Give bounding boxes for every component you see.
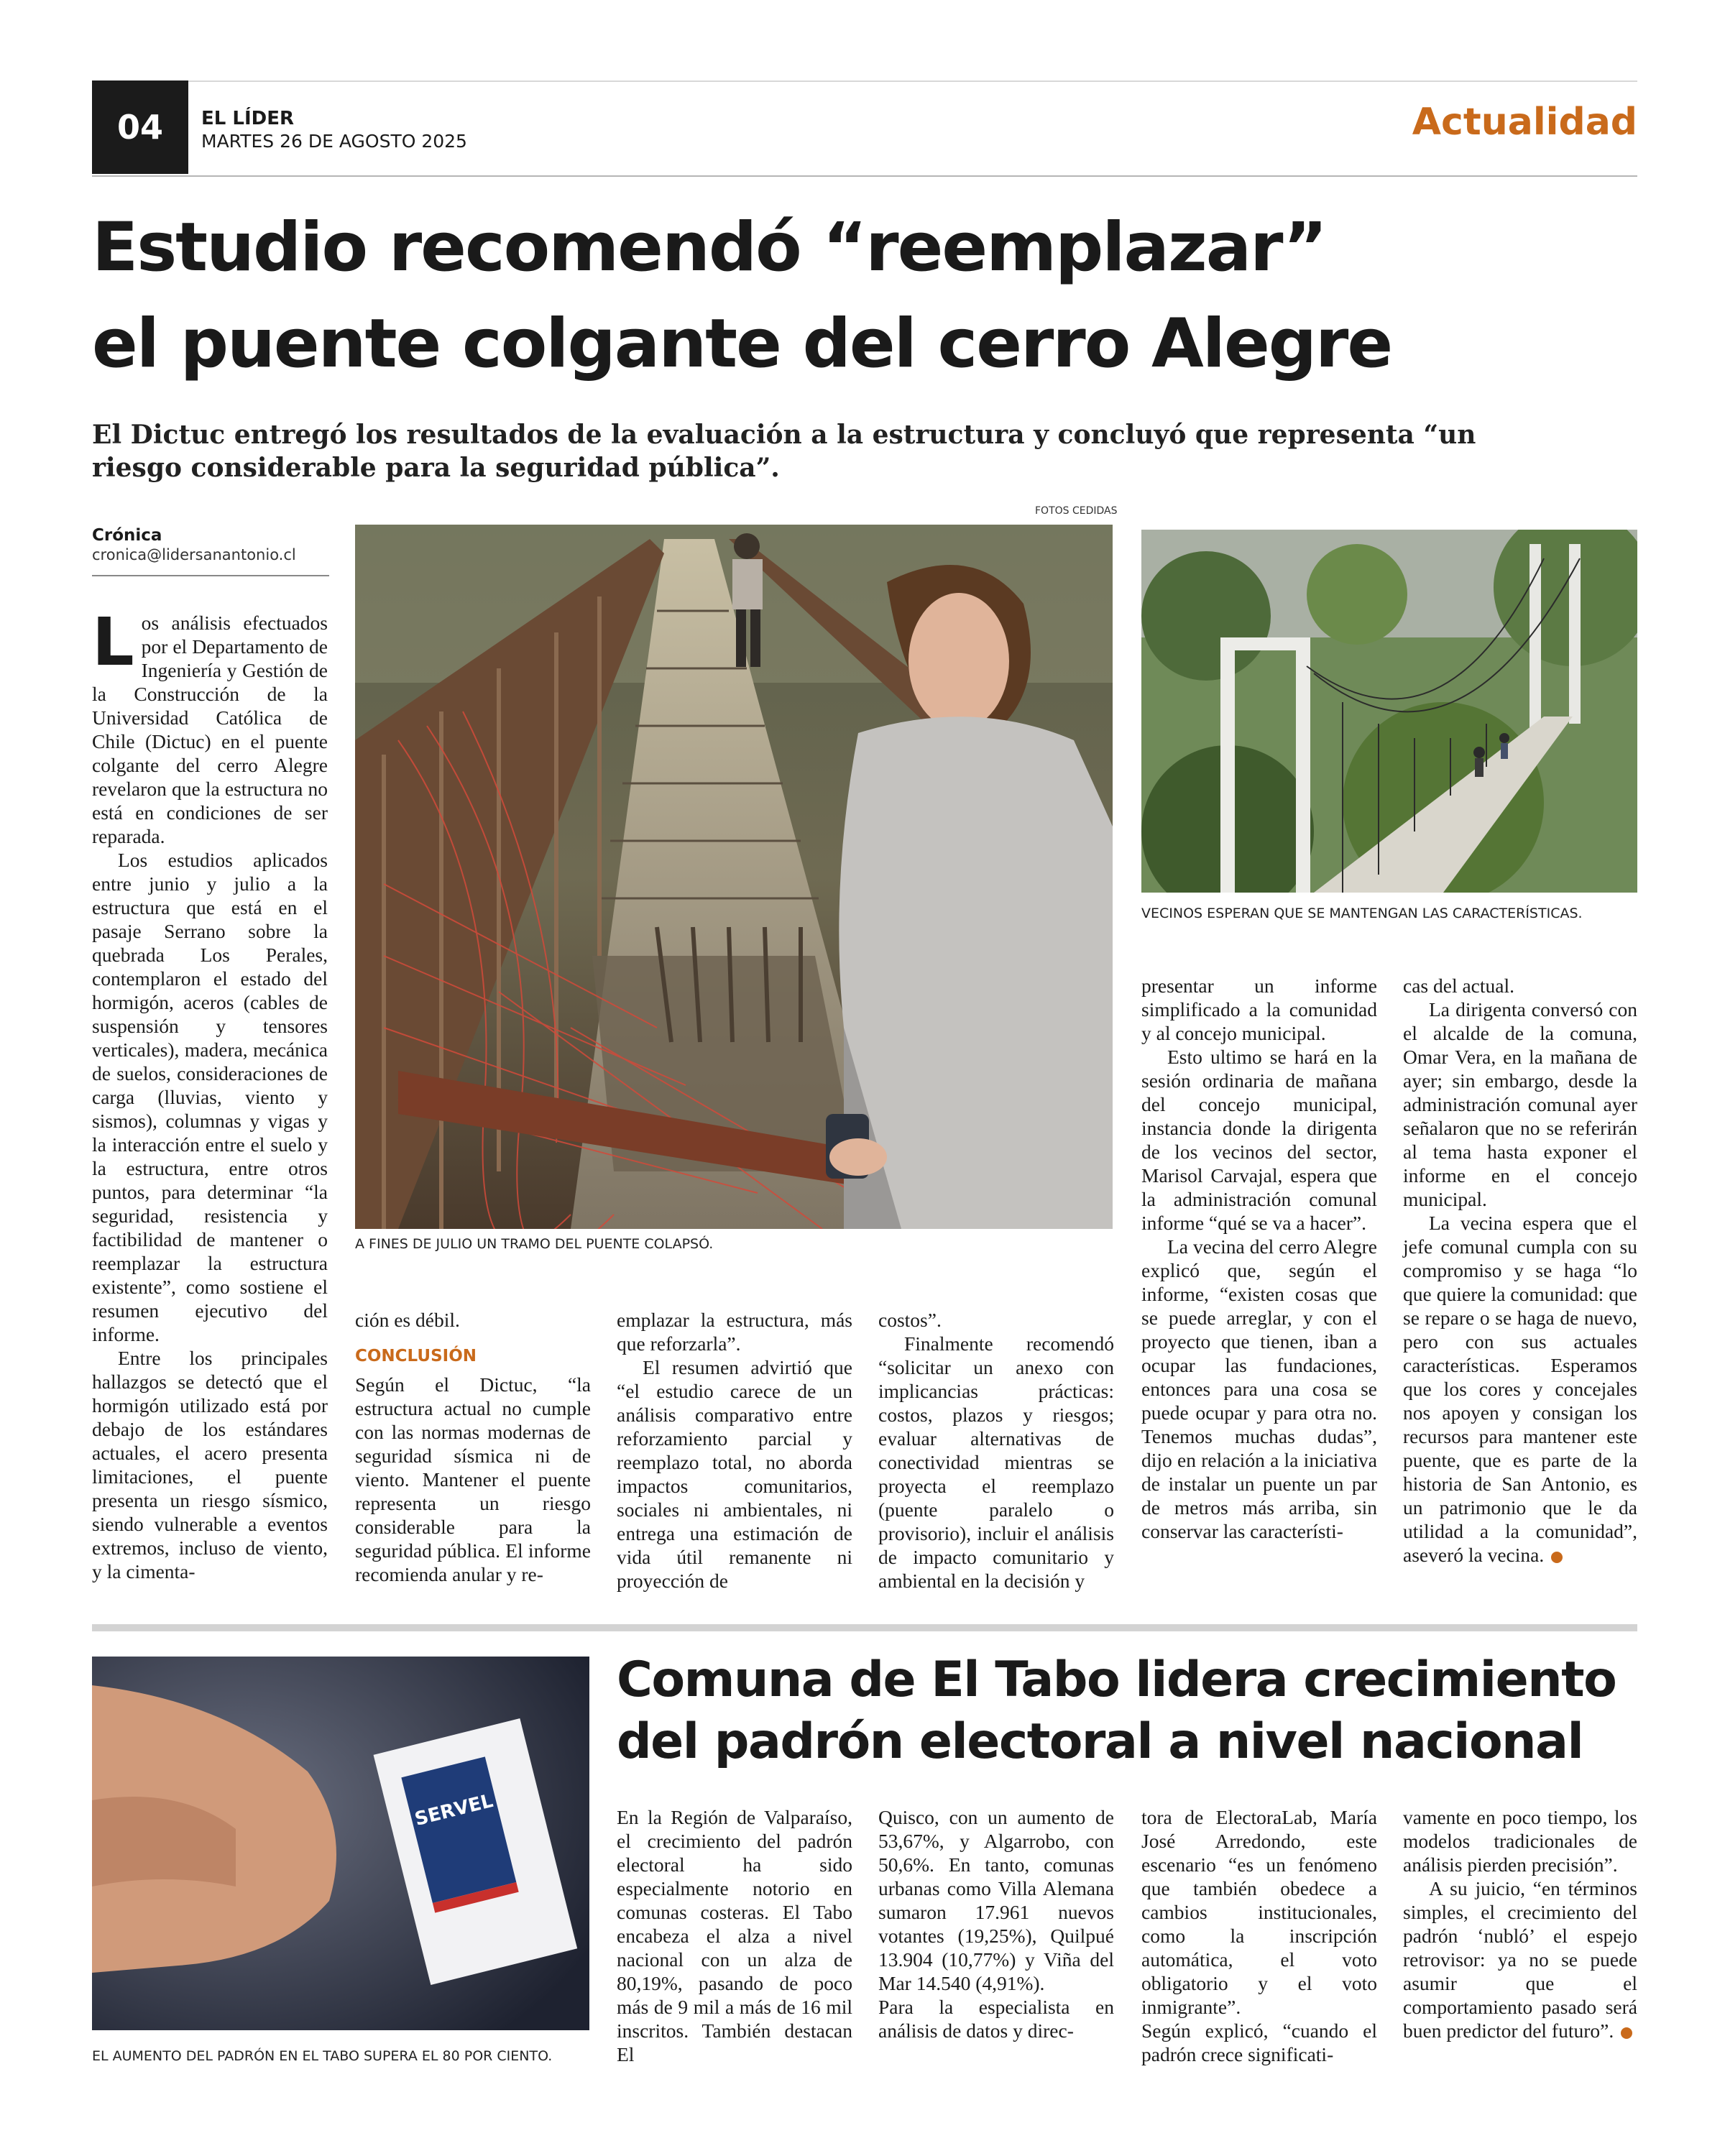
section-divider [92,1624,1637,1631]
card-text: SERVEL [413,1790,496,1830]
article2-column-3 [1141,1805,1377,2066]
main-photo-bridge-collapse [355,525,1113,1229]
paragraph: La vecina del cerro Alegre explicó que, según el informe, “existen cosas que se puede arreglar, y con el proyecto que tienen, iban a ocupar las fundaciones, entonces para una cosa se puede ocupar y para otra no. Tenemos muchas dudas”, dijo en relación a la iniciativa de instalar un puente un par de metros más arriba, sin conservar las característi- [1141,1235,1377,1542]
paragraph: ción es débil. [355,1309,460,1331]
paragraph: Los estudios aplicados entre junio y julio a la estructura que está en el pasaje Serrano sobre la quebrada Los Perales, contemplaron el estado del hormigón, aceros (cables de suspensión y tensores verticales), madera, mecánica de suelos, consideraciones de carga (lluvias, viento y sismos), columnas y vigas y la interacción entre el suelo y la estructura, entre otros puntos, para determinar “la seguridad, resistencia y factibilidad de mantener o reemplazar la estructura existente”, como sostiene el resumen ejecutivo del informe. [92,849,328,1345]
paragraph: Según explicó, “cuando el padrón crece significati- [1141,2019,1377,2065]
servel-card-photo [92,1657,589,2030]
side-photo-bridge [1141,530,1637,893]
paragraph: vamente en poco tiempo, los modelos tradicionales de análisis pierden precisión”. [1403,1806,1637,1876]
top-rule [92,80,1637,82]
paragraph-text: La vecina espera que el jefe comunal cumpla con su compromiso y se haga “lo que quiere la comunidad: que se repare o se haga de nuevo, pero con sus actuales características. Esperamos que los cores y concejales nos apoyen y consigan los recursos para mantener este puente, que es parte de la historia de San Antonio, es un patrimonio que le da utilidad a la comunidad”, aseveró la vecina. [1403,1212,1637,1566]
author-rule [92,575,329,576]
end-mark-icon: + [1551,1552,1563,1563]
side-photo-caption: VECINOS ESPERAN QUE SE MANTENGAN LAS CARACTERÍSTICAS. [1141,906,1583,921]
paragraph: costos”. [878,1309,942,1331]
section-label: Actualidad [1412,101,1637,144]
issue-date: MARTES 26 DE AGOSTO 2025 [201,131,467,152]
article-column-4 [878,1308,1114,1593]
bridge-photo-illustration [355,525,1113,1229]
article-column-2 [355,1308,591,1586]
article2-photo-caption: EL AUMENTO DEL PADRÓN EN EL TABO SUPERA EL 80 POR CIENTO. [92,2048,553,2064]
article-column-5 [1141,974,1377,1543]
paragraph-text: os análisis efectuados por el Departamento de Ingeniería y Gestión de la Construcción de la Universidad Católica de Chile (Dictuc) en el puente colgante del cerro Alegre revelaron que la estructura no está en condiciones de ser reparada. [92,612,328,847]
paragraph: cas del actual. [1403,975,1514,997]
author-name: Crónica [92,526,162,545]
paragraph: Para la especialista en análisis de datos y direc- [878,1996,1114,2042]
subhead-conclusion: CONCLUSIÓN [355,1347,477,1365]
drop-cap: L [92,604,134,681]
headline-line-1: Estudio recomendó “reemplazar” [92,208,1327,287]
paragraph: presentar un informe simplificado a la comunidad y al concejo municipal. [1141,975,1377,1044]
main-photo-caption: A FINES DE JULIO UN TRAMO DEL PUENTE COLAPSÓ. [355,1236,714,1252]
article2-headline [617,1649,1637,1773]
paragraph: Finalmente recomendó “solicitar un anexo con implicancias prácticas: costos, plazos y riesgos; evaluar alternativas de conectividad mientras se proyecta el reemplazo (puente paralelo o provisorio), incluir el análisis de impacto comunitario y ambiental en la decisión y [878,1332,1114,1592]
newspaper-name: EL LÍDER [201,108,294,129]
paragraph: En la Región de Valparaíso, el crecimiento del padrón electoral ha sido especialmente notorio en comunas costeras. El Tabo encabeza el alza a nivel nacional con un alza de 80,19%, pasando de poco más de 9 mil a más de 16 mil inscritos. También destacan El [617,1806,852,2065]
paragraph [1403,1876,1655,2042]
header-rule [92,175,1637,177]
paragraph: La dirigenta conversó con el alcalde de la comuna, Omar Vera, en la mañana de ayer; sin embargo, desde la administración comunal ayer señalaron que no se referirán al tema hasta exponer el informe en el concejo municipal. [1403,998,1637,1210]
headline-line-2: el puente colgante del cerro Alegre [92,305,1392,383]
paragraph: tora de ElectoraLab, María José Arredondo, este escenario “es un fenómeno que también obedece a cambios institucionales, como la inscripción automática, el voto obligatorio y el voto inmigrante”. [1141,1806,1377,2018]
paragraph: emplazar la estructura, más que reforzarla”. [617,1309,852,1355]
page-number: 04 [92,80,188,174]
article-column-3 [617,1308,852,1593]
headline-line-1: Comuna de El Tabo lidera crecimiento [617,1651,1616,1708]
article2-column-1 [617,1805,852,2066]
voting-card-illustration [92,1657,589,2030]
paragraph: Esto ultimo se hará en la sesión ordinaria de mañana del concejo municipal, instancia donde la dirigenta de los vecinos del sector, Marisol Carvajal, espera que la administración comunal informe “qué se va a hacer”. [1141,1046,1377,1234]
paragraph: Quisco, con un aumento de 53,67%, y Algarrobo, con 50,6%. En tanto, comunas urbanas como Villa Alemana sumaron 17.961 nuevos votantes (19,25%), Quilpué 13.904 (10,77%) y Viña del Mar 14.540 (4,91%). [878,1806,1114,1994]
paragraph-text: A su juicio, “en términos simples, el crecimiento del padrón ‘nubló’ el espejo retrovisor: ya no se puede asumir que el comportamiento pasado será buen predictor del futuro”. [1403,1877,1637,2042]
headline-line-2: del padrón electoral a nivel nacional [617,1713,1583,1770]
article-column-6 [1403,974,1637,1567]
author-email[interactable]: cronica@lidersanantonio.cl [92,546,296,563]
paragraph [1403,1211,1637,1567]
photo-credit: FOTOS CEDIDAS [1035,505,1118,517]
paragraph: El resumen advirtió que “el estudio carece de un análisis comparativo entre reforzamiento parcial y reemplazo total, no aborda impactos comunitarios, sociales ni ambientales, ni entrega una estimación de vida útil remanente ni proyección de [617,1356,852,1592]
article2-column-2 [878,1805,1114,2042]
paragraph [92,604,328,848]
article-column-1 [92,604,328,1583]
paragraph: Entre los principales hallazgos se detectó que el hormigón utilizado está por debajo de los estándares actuales, el acero presenta limitaciones, el puente presenta un riesgo sísmico, siendo vulnerable a eventos extremos, incluso de viento, y la cimenta- [92,1347,328,1583]
article2-column-4 [1403,1805,1655,2042]
end-mark-icon: + [1621,2027,1632,2039]
article-headline [92,200,1637,392]
paragraph: Según el Dictuc, “la estructura actual no cumple con las normas modernas de seguridad sísmica ni de viento. Mantener el puente representa un riesgo considerable para la seguridad pública. El informe recomienda anular y re- [355,1373,591,1585]
bridge-side-illustration [1141,530,1637,893]
article-deck: El Dictuc entregó los resultados de la evaluación a la estructura y concluyó que representa “un riesgo considerable para la seguridad pública”. [92,420,1476,483]
